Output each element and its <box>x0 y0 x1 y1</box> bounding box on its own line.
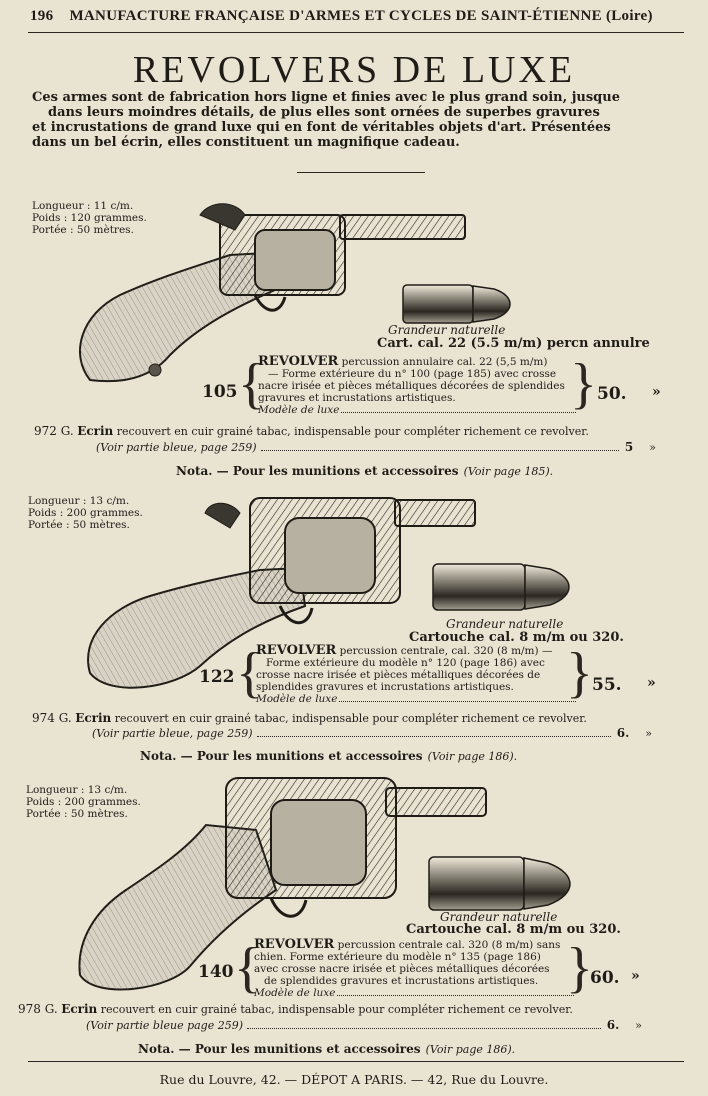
desc-line: nacre irisée et pièces métalliques décorées de splendides <box>258 380 565 392</box>
ecrin-ref-line <box>86 1019 642 1032</box>
cartridge-illustration <box>432 562 572 612</box>
ecrin-ref-line <box>96 441 656 454</box>
spec-range: Portée : 50 mètres. <box>28 519 130 531</box>
header-rule <box>28 32 684 33</box>
right-brace: } <box>570 353 597 415</box>
ecrin-ref: (Voir partie bleue, page 259) <box>96 441 257 454</box>
modele-label: Modèle de luxe <box>258 404 340 416</box>
desc-line: percussion centrale, cal. 320 (8 m/m) — <box>339 645 553 657</box>
nota-line <box>138 1038 515 1057</box>
nota-ref: (Voir page 185). <box>463 465 554 478</box>
product-number: 105 <box>202 382 238 402</box>
desc-line: percussion centrale cal. 320 (8 m/m) sans <box>337 939 561 951</box>
ecrin-text: recouvert en cuir grainé tabac, indispensable pour compléter richement ce revolver. <box>100 1003 573 1016</box>
nota-text: Nota. — Pour les munitions et accessoires <box>176 464 459 478</box>
grandeur-label: Grandeur naturelle <box>388 323 506 337</box>
ecrin-suffix: » <box>645 727 652 740</box>
ecrin-ref: (Voir partie bleue page 259) <box>86 1019 244 1032</box>
running-header <box>30 8 682 25</box>
page-number: 196 <box>30 8 54 24</box>
desc-line: chien. Forme extérieure du modèle n° 135 (page 186) <box>254 951 541 963</box>
right-brace: } <box>566 642 593 704</box>
left-brace: { <box>238 353 265 415</box>
desc-line: avec crosse nacre irisée et pièces métalliques décorées <box>254 963 550 975</box>
ecrin-number: 974 G. <box>32 711 72 725</box>
ecrin-suffix: » <box>649 441 656 454</box>
ecrin-number: 978 G. <box>18 1002 58 1016</box>
ecrin-line <box>18 1003 658 1016</box>
ecrin-price: 5 <box>624 440 634 454</box>
ecrin-price: 6. <box>616 726 630 740</box>
ecrin-line <box>34 425 654 438</box>
spec-weight: Poids : 200 grammes. <box>26 796 141 808</box>
product-description <box>254 939 574 999</box>
desc-line: crosse nacre irisée et pièces métalliques décorées de <box>256 669 541 681</box>
product-number: 140 <box>198 962 234 982</box>
leader-dots <box>261 450 619 451</box>
left-brace: { <box>236 642 263 704</box>
product-price: 60. <box>590 968 620 988</box>
ecrin-number: 972 G. <box>34 424 74 438</box>
product-description <box>256 645 576 705</box>
leader-dots <box>257 736 611 737</box>
desc-line: de splendides gravures et incrustations artistiques. <box>264 975 539 987</box>
grandeur-label: Grandeur naturelle <box>446 617 564 631</box>
spec-range: Portée : 50 mètres. <box>32 224 134 236</box>
product-description <box>258 356 576 416</box>
desc-line: gravures et incrustations artistiques. <box>258 392 456 404</box>
spec-weight: Poids : 200 grammes. <box>28 507 143 519</box>
title-divider <box>297 172 425 173</box>
intro-line: dans leurs moindres détails, de plus elles sont ornées de superbes gravures <box>48 105 600 120</box>
desc-line: percussion annulaire cal. 22 (5,5 m/m) <box>341 356 548 368</box>
intro-paragraph <box>32 90 672 150</box>
nota-text: Nota. — Pour les munitions et accessoires <box>138 1042 421 1056</box>
leader-dots <box>247 1028 601 1029</box>
intro-line: Ces armes sont de fabrication hors ligne et finies avec le plus grand soin, jusque <box>32 90 620 105</box>
desc-title: REVOLVER <box>258 354 339 369</box>
nota-text: Nota. — Pour les munitions et accessoires <box>140 749 423 763</box>
product-price: 50. <box>597 384 627 404</box>
nota-ref: (Voir page 186). <box>427 750 518 763</box>
product-price: 55. <box>592 675 622 695</box>
ecrin-text: recouvert en cuir grainé tabac, indispensable pour compléter richement ce revolver. <box>116 425 589 438</box>
spec-length: Longueur : 11 c/m. <box>32 200 134 212</box>
cartridge-caliber: Cartouche cal. 8 m/m ou 320. <box>406 922 621 937</box>
ecrin-line <box>32 712 652 725</box>
modele-label: Modèle de luxe <box>254 987 336 999</box>
desc-title: REVOLVER <box>254 937 335 952</box>
page-title: REVOLVERS DE LUXE <box>132 49 576 91</box>
price-suffix: » <box>631 968 640 984</box>
ecrin-text: recouvert en cuir grainé tabac, indispensable pour compléter richement ce revolver. <box>114 712 587 725</box>
leader-dots <box>341 412 576 413</box>
intro-line: dans un bel écrin, elles constituent un magnifique cadeau. <box>32 135 460 150</box>
ecrin-label: Ecrin <box>61 1002 98 1016</box>
nota-line <box>140 745 517 764</box>
left-brace: { <box>234 937 261 999</box>
cartridge-illustration <box>428 855 573 913</box>
desc-line: splendides gravures et incrustations artistiques. <box>256 681 514 693</box>
right-brace: } <box>566 937 593 999</box>
leader-dots <box>339 701 576 702</box>
ecrin-ref: (Voir partie bleue, page 259) <box>92 727 253 740</box>
nota-line <box>176 460 553 479</box>
footer-rule <box>28 1061 684 1062</box>
product-number: 122 <box>199 667 235 687</box>
ecrin-ref-line <box>92 727 652 740</box>
ecrin-price: 6. <box>606 1018 620 1032</box>
desc-title: REVOLVER <box>256 643 337 658</box>
header-title: MANUFACTURE FRANÇAISE D'ARMES ET CYCLES DE SAINT-ÉTIENNE (Loire) <box>69 8 653 24</box>
price-suffix: » <box>647 675 656 691</box>
price-suffix: » <box>652 384 661 400</box>
spec-range: Portée : 50 mètres. <box>26 808 128 820</box>
leader-dots <box>337 995 574 996</box>
spec-length: Longueur : 13 c/m. <box>28 495 130 507</box>
spec-weight: Poids : 120 grammes. <box>32 212 147 224</box>
desc-line: Forme extérieure du modèle n° 120 (page 186) avec <box>266 657 545 669</box>
modele-label: Modèle de luxe <box>256 693 338 705</box>
cartridge-caliber: Cart. cal. 22 (5.5 m/m) percn annulre <box>377 336 650 351</box>
ecrin-label: Ecrin <box>77 424 114 438</box>
spec-length: Longueur : 13 c/m. <box>26 784 128 796</box>
cartridge-illustration <box>402 283 512 325</box>
footer-address: Rue du Louvre, 42. — DÉPOT A PARIS. — 42, Rue du Louvre. <box>159 1072 549 1087</box>
nota-ref: (Voir page 186). <box>425 1043 516 1056</box>
desc-line: — Forme extérieure du n° 100 (page 185) avec crosse <box>268 368 557 380</box>
ecrin-suffix: » <box>635 1019 642 1032</box>
grandeur-label: Grandeur naturelle <box>440 910 558 924</box>
ecrin-label: Ecrin <box>75 711 112 725</box>
intro-line: et incrustations de grand luxe qui en font de véritables objets d'art. Présentées <box>32 120 611 135</box>
cartridge-caliber: Cartouche cal. 8 m/m ou 320. <box>409 630 624 645</box>
